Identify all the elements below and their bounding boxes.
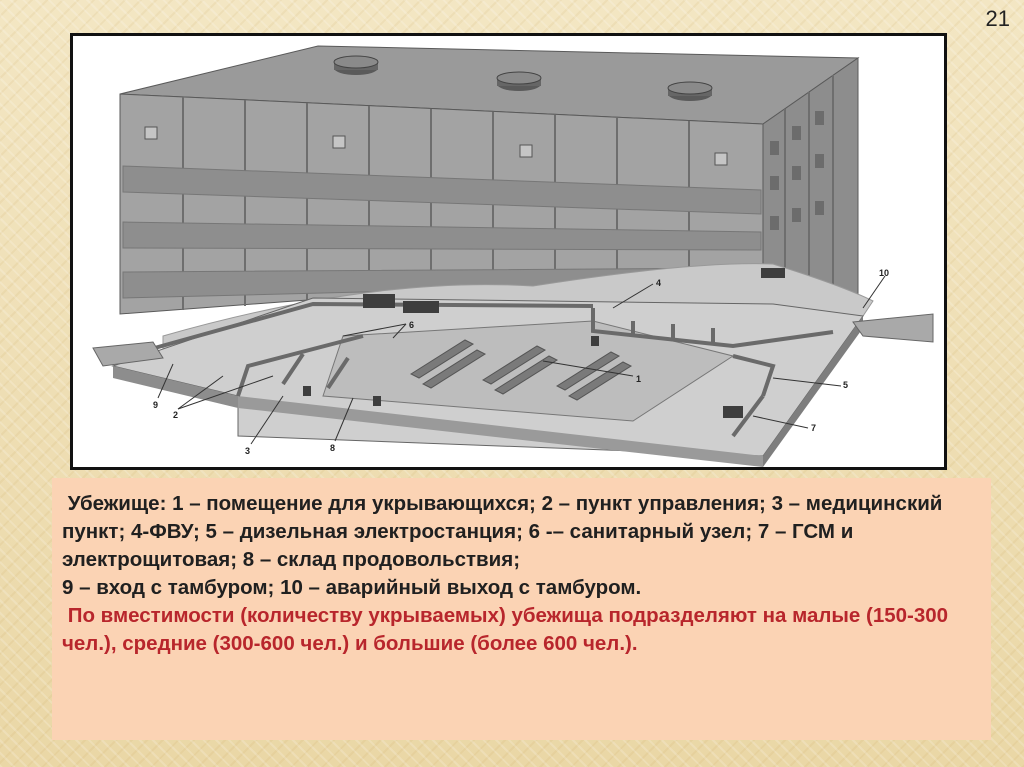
callout-1: 1 [636, 374, 642, 384]
slide-number: 21 [985, 6, 1010, 31]
caption-legend [62, 490, 981, 574]
callout-9: 9 [153, 400, 159, 410]
caption-capacity-note [62, 602, 981, 658]
callout-7: 7 [811, 423, 817, 433]
caption-legend-continued: 9 – вход с тамбуром; 10 – аварийный выход с тамбуром. [62, 576, 642, 599]
callout-2: 2 [173, 410, 179, 420]
caption-capacity-text: По вместимости (количеству укрываемых) убежища подразделяют на малые (150-300 чел.), средние (300-600 чел.) и большие (более 600 чел.). [62, 604, 949, 655]
callout-10: 10 [879, 268, 890, 278]
callout-4: 4 [656, 278, 662, 288]
callout-8: 8 [330, 443, 336, 453]
caption-legend-text: Убежище: 1 – помещение для укрывающихся; 2 – пункт управления; 3 – медицинский пункт; 4-ФВУ; 5 – дизельная электростанция; 6 -– санитарный узел; 7 – ГСМ и электрощитовая; 8 – склад продовольствия; [62, 492, 943, 571]
shelter-illustration [70, 33, 947, 470]
callout-6: 6 [409, 320, 415, 330]
callout-5: 5 [843, 380, 849, 390]
shelter-drawing [73, 36, 944, 467]
callout-3: 3 [245, 446, 251, 456]
caption-box [52, 478, 991, 740]
